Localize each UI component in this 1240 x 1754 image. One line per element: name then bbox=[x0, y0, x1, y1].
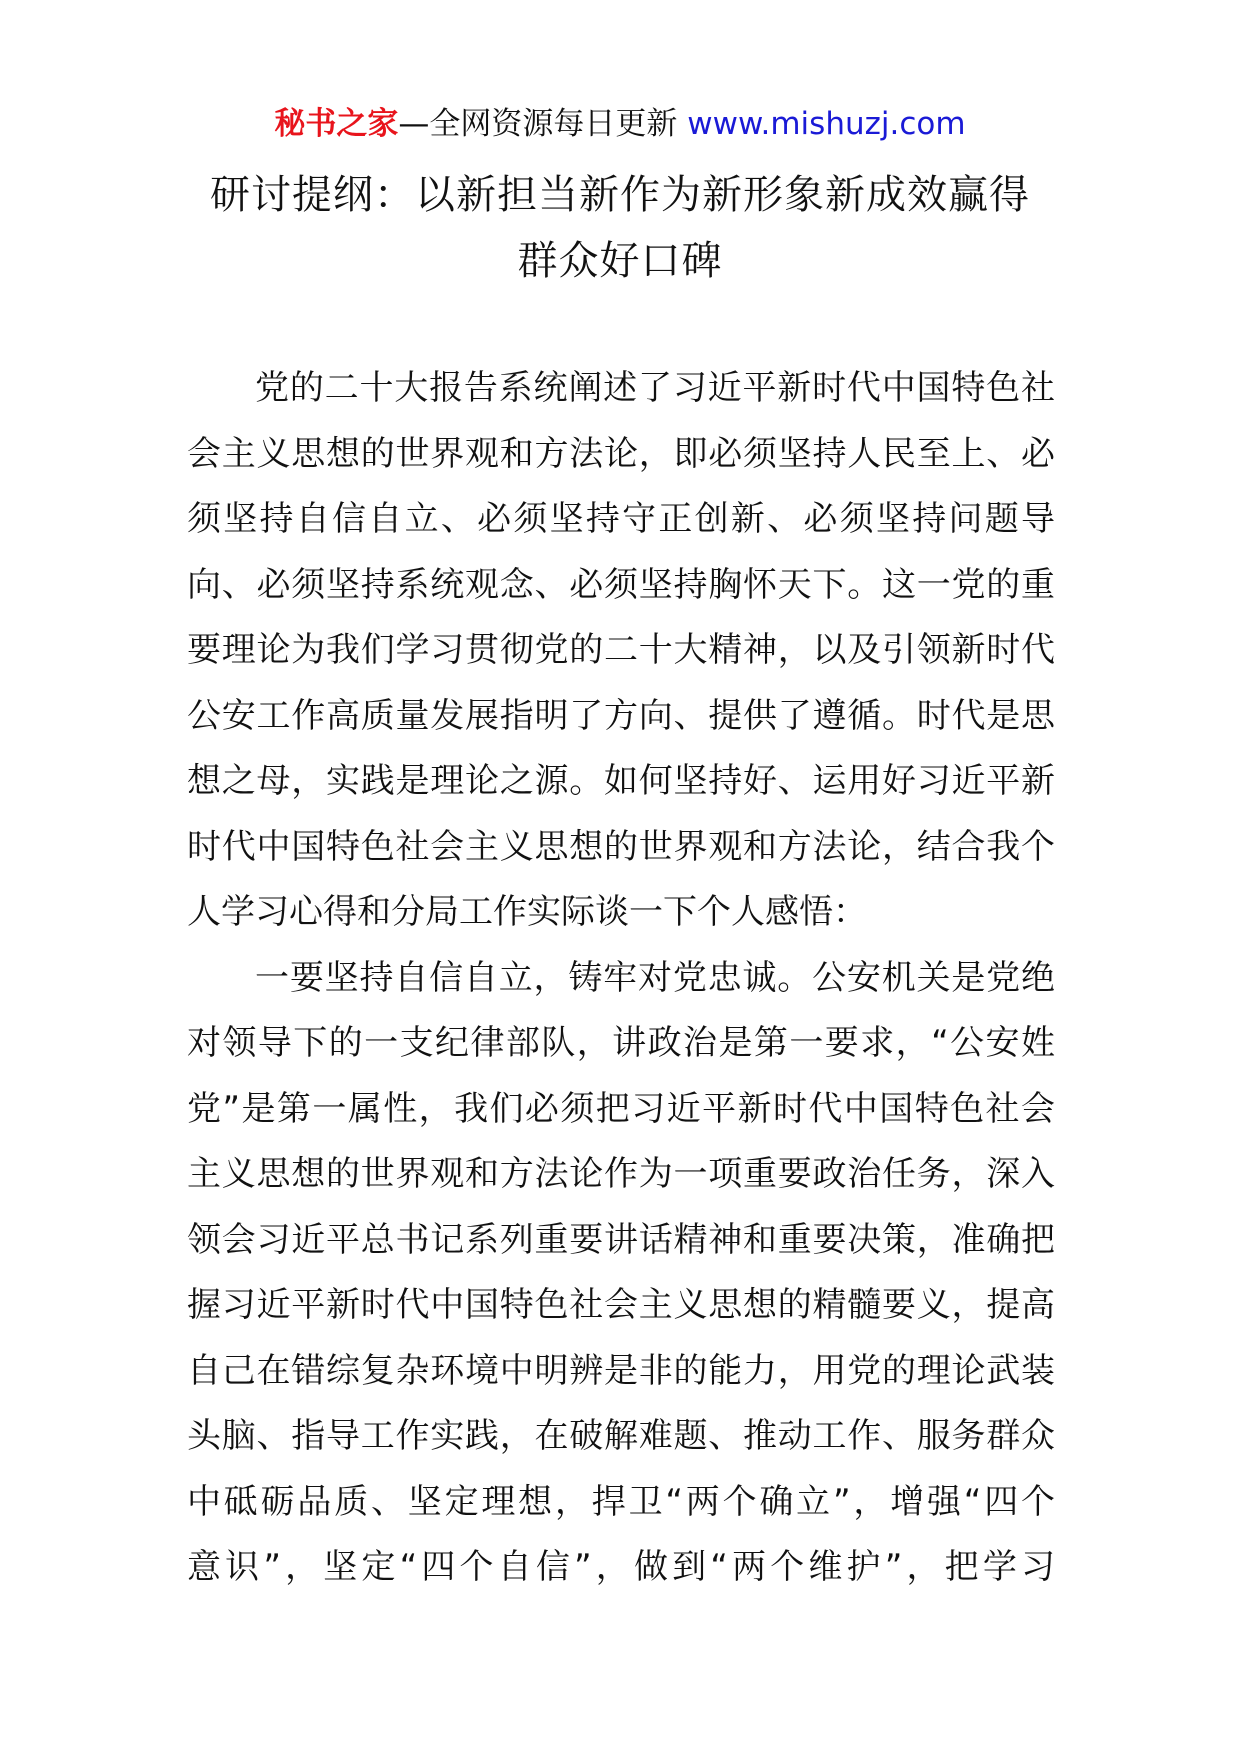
site-url-link[interactable]: www.mishuzj.com bbox=[687, 106, 966, 142]
brand-name: 秘书之家 bbox=[274, 106, 399, 142]
text-line: 头脑、指导工作实践，在破解难题、推动工作、服务群众 bbox=[187, 1416, 1055, 1456]
text-line: 想之母，实践是理论之源。如何坚持好、运用好习近平新 bbox=[187, 761, 1055, 801]
document-title bbox=[180, 162, 1060, 294]
text-line: 意识”，坚定“四个自信”，做到“两个维护”，把学习 bbox=[187, 1547, 1055, 1587]
text-line: 党的二十大报告系统阐述了习近平新时代中国特色社 bbox=[255, 368, 1055, 408]
title-line: 群众好口碑 bbox=[517, 238, 723, 284]
text-line: 对领导下的一支纪律部队，讲政治是第一要求，“公安姓 bbox=[187, 1023, 1055, 1063]
text-line: 主义思想的世界观和方法论作为一项重要政治任务，深入 bbox=[187, 1154, 1055, 1194]
document-body bbox=[187, 356, 1055, 1601]
text-line: 人学习心得和分局工作实际谈一下个人感悟： bbox=[187, 892, 867, 932]
site-header bbox=[0, 104, 1240, 144]
paragraph-intro bbox=[187, 356, 1055, 946]
text-line: 向、必须坚持系统观念、必须坚持胸怀天下。这一党的重 bbox=[187, 564, 1055, 605]
title-line: 研讨提纲：以新担当新作为新形象新成效赢得 bbox=[210, 172, 1030, 218]
paragraph-point-one bbox=[187, 946, 1055, 1601]
text-line: 自己在错综复杂环境中明辨是非的能力，用党的理论武装 bbox=[187, 1350, 1055, 1391]
text-line: 一要坚持自信自立，铸牢对党忠诚。公安机关是党绝 bbox=[255, 957, 1055, 998]
text-line: 领会习近平总书记系列重要讲话精神和重要决策，准确把 bbox=[187, 1219, 1055, 1260]
header-tagline: —全网资源每日更新 bbox=[398, 106, 678, 142]
text-line: 须坚持自信自立、必须坚持守正创新、必须坚持问题导 bbox=[187, 499, 1055, 539]
text-line: 中砥砺品质、坚定理想，捍卫“两个确立”，增强“四个 bbox=[187, 1481, 1055, 1522]
text-line: 公安工作高质量发展指明了方向、提供了遵循。时代是思 bbox=[187, 695, 1055, 736]
text-line: 时代中国特色社会主义思想的世界观和方法论，结合我个 bbox=[187, 826, 1055, 867]
text-line: 会主义思想的世界观和方法论，即必须坚持人民至上、必 bbox=[187, 433, 1055, 474]
text-line: 要理论为我们学习贯彻党的二十大精神，以及引领新时代 bbox=[187, 630, 1055, 670]
text-line: 握习近平新时代中国特色社会主义思想的精髓要义，提高 bbox=[187, 1285, 1055, 1325]
text-line: 党”是第一属性，我们必须把习近平新时代中国特色社会 bbox=[187, 1088, 1055, 1129]
